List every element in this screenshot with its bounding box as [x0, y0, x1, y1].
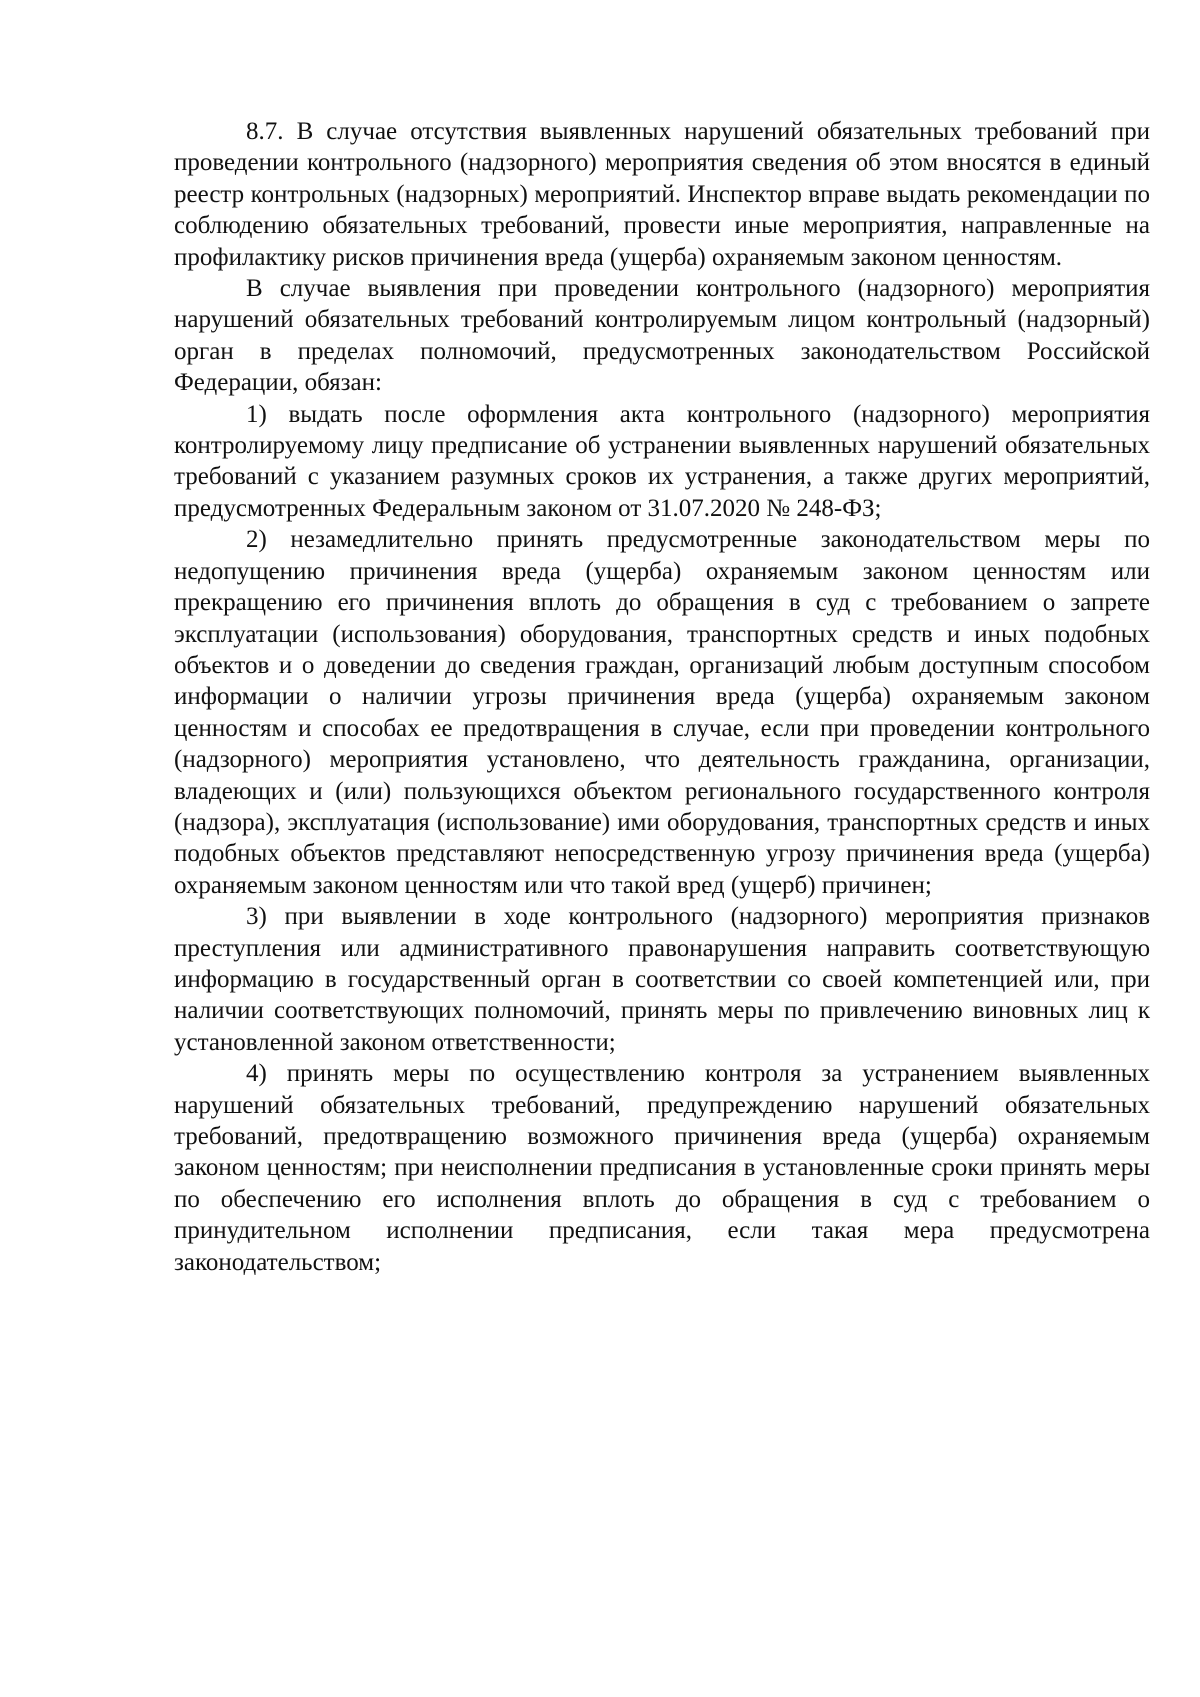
list-item-1: 1) выдать после оформления акта контрольного (надзорного) мероприятия контролируемому лицу предписание об устранении выявленных нарушений обязательных требований с указанием разумных сроков их устранения, а также других мероприятий, предусмотренных Федеральным законом от 31.07.2020 № 248-ФЗ; [174, 400, 1150, 522]
list-item-4: 4) принять меры по осуществлению контроля за устранением выявленных нарушений обязательных требований, предупреждению нарушений обязательных требований, предотвращению возможного причинения вреда (ущерба) охраняемым законом ценностям; при неисполнении предписания в установленные сроки принять меры по обеспечению его исполнения вплоть до обращения в суд с требованием о принудительном исполнении предписания, если такая мера предусмотрена законодательством; [174, 1060, 1150, 1276]
list-item-2: 2) незамедлительно принять предусмотренные законодательством меры по недопущению причинения вреда (ущерба) охраняемым законом ценностям или прекращению его причинения вплоть до обращения в суд с требованием о запрете эксплуатации (использования) оборудования, транспортных средств и иных подобных объектов и о доведении до сведения граждан, организаций любым доступным способом информации о наличии угрозы причинения вреда (ущерба) охраняемым законом ценностям и способах ее предотвращения в случае, если при проведении контрольного (надзорного) мероприятия установлено, что деятельность гражданина, организации, владеющих и (или) пользующихся объектом регионального государственного контроля (надзора), эксплуатация (использование) ими оборудования, транспортных средств и иных подобных объектов представляют непосредственную угрозу причинения вреда (ущерба) охраняемым законом ценностям или что такой вред (ущерб) причинен; [174, 526, 1150, 899]
document-page [174, 116, 1150, 1278]
paragraph-violations-found: В случае выявления при проведении контрольного (надзорного) мероприятия нарушений обязательных требований контролируемым лицом контрольный (надзорный) орган в пределах полномочий, предусмотренных законодательством Российской Федерации, обязан: [174, 275, 1150, 397]
paragraph-8-7: 8.7. В случае отсутствия выявленных нарушений обязательных требований при проведении контрольного (надзорного) мероприятия сведения об этом вносятся в единый реестр контрольных (надзорных) мероприятий. Инспектор вправе выдать рекомендации по соблюдению обязательных требований, провести иные мероприятия, направленные на профилактику рисков причинения вреда (ущерба) охраняемым законом ценностям. [174, 118, 1150, 271]
list-item-3: 3) при выявлении в ходе контрольного (надзорного) мероприятия признаков преступления или административного правонарушения направить соответствующую информацию в государственный орган в соответствии со своей компетенцией или, при наличии соответствующих полномочий, принять меры по привлечению виновных лиц к установленной законом ответственности; [174, 903, 1150, 1056]
